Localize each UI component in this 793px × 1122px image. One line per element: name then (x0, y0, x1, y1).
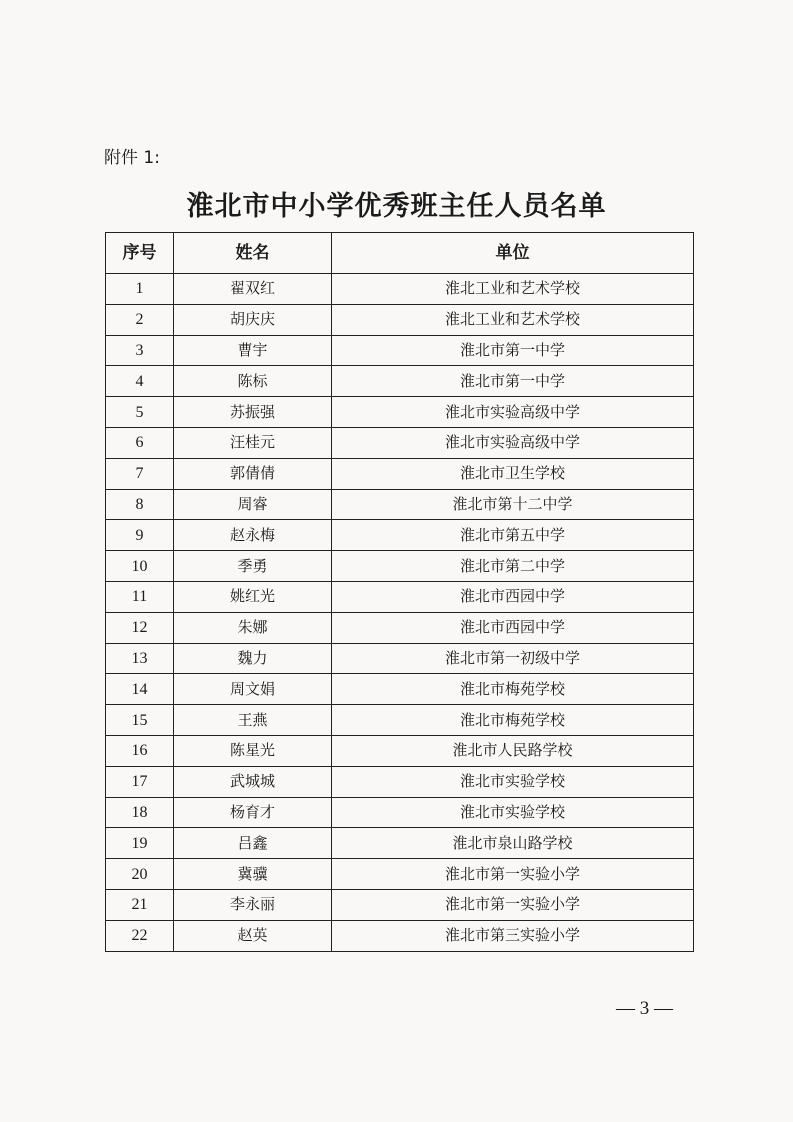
cell-unit: 淮北市第二中学 (332, 551, 694, 582)
table-row (106, 366, 694, 397)
cell-unit: 淮北市卫生学校 (332, 458, 694, 489)
cell-unit: 淮北市实验学校 (332, 766, 694, 797)
cell-index: 10 (106, 551, 174, 582)
cell-unit: 淮北工业和艺术学校 (332, 274, 694, 305)
cell-name: 郭倩倩 (174, 458, 332, 489)
table-row (106, 859, 694, 890)
table-row (106, 612, 694, 643)
cell-index: 16 (106, 735, 174, 766)
cell-name: 李永丽 (174, 889, 332, 920)
cell-index: 1 (106, 274, 174, 305)
cell-index: 11 (106, 581, 174, 612)
table-row (106, 397, 694, 428)
cell-name: 武城城 (174, 766, 332, 797)
cell-unit: 淮北市第一实验小学 (332, 889, 694, 920)
cell-index: 17 (106, 766, 174, 797)
cell-unit: 淮北市泉山路学校 (332, 828, 694, 859)
cell-index: 6 (106, 427, 174, 458)
table-row (106, 304, 694, 335)
table-row (106, 828, 694, 859)
table-row (106, 643, 694, 674)
table-row (106, 427, 694, 458)
cell-unit: 淮北市第一中学 (332, 335, 694, 366)
cell-index: 8 (106, 489, 174, 520)
table-row (106, 551, 694, 582)
table-row (106, 274, 694, 305)
cell-index: 18 (106, 797, 174, 828)
cell-name: 苏振强 (174, 397, 332, 428)
document-title: 淮北市中小学优秀班主任人员名单 (186, 191, 607, 222)
table-header-row (106, 233, 694, 274)
cell-name: 周文娟 (174, 674, 332, 705)
column-header-name: 姓名 (174, 233, 332, 274)
table-body (106, 274, 694, 952)
table-row (106, 458, 694, 489)
table-row (106, 735, 694, 766)
cell-name: 赵永梅 (174, 520, 332, 551)
cell-index: 13 (106, 643, 174, 674)
table-row (106, 889, 694, 920)
column-header-unit: 单位 (332, 233, 694, 274)
cell-index: 15 (106, 705, 174, 736)
cell-unit: 淮北工业和艺术学校 (332, 304, 694, 335)
page-number: — 3 — (616, 998, 673, 1019)
cell-unit: 淮北市人民路学校 (332, 735, 694, 766)
cell-name: 曹宇 (174, 335, 332, 366)
cell-name: 冀骥 (174, 859, 332, 890)
cell-name: 王燕 (174, 705, 332, 736)
cell-unit: 淮北市西园中学 (332, 612, 694, 643)
table-row (106, 797, 694, 828)
table-row (106, 581, 694, 612)
table-row (106, 705, 694, 736)
cell-index: 14 (106, 674, 174, 705)
cell-unit: 淮北市第一实验小学 (332, 859, 694, 890)
cell-unit: 淮北市梅苑学校 (332, 674, 694, 705)
cell-name: 汪桂元 (174, 427, 332, 458)
cell-unit: 淮北市实验学校 (332, 797, 694, 828)
cell-name: 朱娜 (174, 612, 332, 643)
cell-unit: 淮北市第一中学 (332, 366, 694, 397)
table-row (106, 335, 694, 366)
cell-index: 5 (106, 397, 174, 428)
cell-name: 陈标 (174, 366, 332, 397)
cell-name: 杨育才 (174, 797, 332, 828)
cell-name: 陈星光 (174, 735, 332, 766)
cell-index: 19 (106, 828, 174, 859)
table-row (106, 674, 694, 705)
cell-index: 3 (106, 335, 174, 366)
cell-name: 周睿 (174, 489, 332, 520)
cell-unit: 淮北市实验高级中学 (332, 397, 694, 428)
cell-unit: 淮北市第三实验小学 (332, 920, 694, 951)
cell-unit: 淮北市第五中学 (332, 520, 694, 551)
attachment-label: 附件 1: (104, 148, 160, 168)
cell-unit: 淮北市西园中学 (332, 581, 694, 612)
cell-index: 22 (106, 920, 174, 951)
cell-index: 7 (106, 458, 174, 489)
cell-index: 2 (106, 304, 174, 335)
cell-index: 9 (106, 520, 174, 551)
cell-name: 胡庆庆 (174, 304, 332, 335)
cell-name: 姚红光 (174, 581, 332, 612)
cell-index: 20 (106, 859, 174, 890)
cell-name: 季勇 (174, 551, 332, 582)
cell-name: 魏力 (174, 643, 332, 674)
cell-unit: 淮北市梅苑学校 (332, 705, 694, 736)
teacher-roster-table (105, 232, 694, 952)
table-row (106, 520, 694, 551)
cell-index: 4 (106, 366, 174, 397)
cell-unit: 淮北市实验高级中学 (332, 427, 694, 458)
cell-unit: 淮北市第十二中学 (332, 489, 694, 520)
table-row (106, 766, 694, 797)
table-row (106, 920, 694, 951)
cell-unit: 淮北市第一初级中学 (332, 643, 694, 674)
cell-name: 吕鑫 (174, 828, 332, 859)
table-row (106, 489, 694, 520)
cell-name: 赵英 (174, 920, 332, 951)
cell-index: 12 (106, 612, 174, 643)
cell-index: 21 (106, 889, 174, 920)
cell-name: 翟双红 (174, 274, 332, 305)
column-header-index: 序号 (106, 233, 174, 274)
